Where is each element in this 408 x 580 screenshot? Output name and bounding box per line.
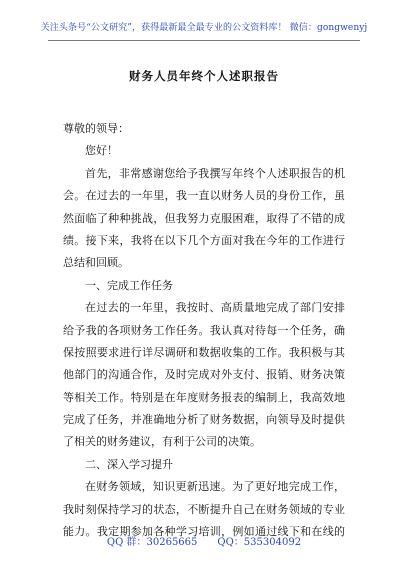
- header-banner: 关注头条号“公文研究”，获得最新最全最专业的公文资料库！ 微信：gongwenyj: [40, 23, 368, 33]
- salutation: 尊敬的领导：: [63, 122, 129, 135]
- body-line: 完成了任务，并准确地分析了财务数据，向领导及时提供: [63, 413, 345, 427]
- document-title: 财务人员年终个人述职报告: [129, 69, 279, 83]
- section-heading: 二、深入学习提升: [85, 457, 173, 471]
- body-line: 会。在过去的一年里，我一直以财务人员的身份工作，虽: [63, 189, 345, 203]
- document-body: [63, 118, 345, 543]
- header-divider: [48, 40, 360, 41]
- body-line: 然面临了种种挑战，但我努力克服困难，取得了不错的成: [63, 211, 345, 225]
- body-line: 总结和回顾。: [63, 256, 129, 270]
- footer-qq-group: QQ 群：30265665: [106, 537, 198, 548]
- body-line: 在财务领域，知识更新迅速。为了更好地完成工作，: [85, 480, 345, 494]
- footer-contact: [0, 533, 408, 548]
- body-line: 保按照要求进行详尽调研和数据收集的工作。我积极与其: [63, 345, 345, 359]
- body-paragraphs: [63, 163, 345, 544]
- body-line: 等相关工作。特别是在年度财务报表的编制上，我高效地: [63, 390, 345, 404]
- section-heading: 一、完成工作任务: [85, 278, 173, 292]
- greeting: 您好！: [85, 144, 118, 158]
- body-line: 了相关的财务建议，有利于公司的决策。: [63, 435, 261, 449]
- footer-qq: QQ：535304092: [217, 537, 302, 548]
- body-line: 在过去的一年里，我按时、高质量地完成了部门安排: [85, 301, 345, 315]
- body-line: 我时刻保持学习的状态，不断提升自己在财务领域的专业: [63, 502, 345, 516]
- body-line: 给予我的各项财务工作任务。我认真对待每一个任务，确: [63, 323, 345, 337]
- body-line: 绩。接下来，我将在以下几个方面对我在今年的工作进行: [63, 233, 345, 247]
- body-line: 他部门的沟通合作，及时完成对外支付、报销、财务决策: [63, 368, 345, 382]
- body-line: 能力。我定期参加各种学习培训，例如通过线下和在线的: [63, 525, 345, 539]
- body-line: 首先，非常感谢您给予我撰写年终个人述职报告的机: [85, 166, 345, 180]
